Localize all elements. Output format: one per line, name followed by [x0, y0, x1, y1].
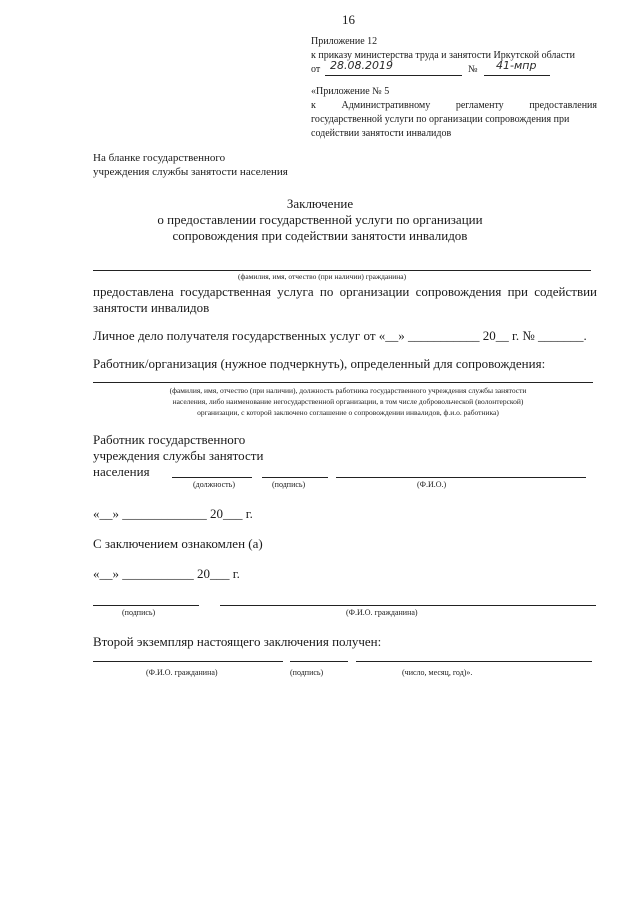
worker-line [93, 382, 593, 383]
caption-citizen-signature: (подпись) [122, 608, 156, 617]
appendix-from-label: от [311, 64, 321, 75]
fio-line [336, 477, 586, 478]
caption-final-date: (число, месяц, год)». [402, 668, 473, 677]
second-copy-label: Второй экземпляр настоящего заключения получен: [93, 634, 382, 649]
appendix-number-label: № [468, 64, 478, 75]
appendix5-line1: «Приложение № 5 [311, 86, 390, 97]
appendix5-word: регламенту [455, 100, 504, 111]
appendix5-line4: содействии занятости инвалидов [311, 128, 452, 139]
service-text-line1: предоставлена государственная услуга по организации сопровождения при содействии [93, 284, 597, 299]
caption-final-signature: (подпись) [290, 668, 324, 677]
citizen-signature-line [93, 605, 199, 606]
employee-line1: Работник государственного [93, 432, 246, 447]
blank-line2: учреждения службы занятости населения [93, 166, 288, 178]
final-date-line [356, 661, 592, 662]
citizen-caption: (фамилия, имя, отчество (при наличии) гражданина) [238, 272, 407, 281]
appendix-line2: к приказу министерства труда и занятости Иркутской области [311, 50, 576, 61]
position-line [172, 477, 252, 478]
appendix5-line3: государственной услуги по организации сопровождения при [311, 114, 570, 125]
worker-caption-line2: населения, либо наименование негосударственной организации, в том числе добровольческой (волонтерской) [172, 397, 524, 406]
appendix5-word: предоставления [529, 100, 597, 111]
service-text-line2: занятости инвалидов [93, 300, 210, 315]
appendix-number-line [484, 75, 550, 76]
caption-signature: (подпись) [272, 480, 306, 489]
signature-line [262, 477, 328, 478]
appendix-number-handwritten: 41-мпр [496, 59, 537, 72]
blank-line1: На бланке государственного [93, 152, 226, 164]
caption-fio: (Ф.И.О.) [417, 480, 447, 489]
final-signature-line [290, 661, 348, 662]
caption-citizen-fio: (Ф.И.О. гражданина) [346, 608, 418, 617]
caption-final-fio: (Ф.И.О. гражданина) [146, 668, 218, 677]
appendix5-line2 [311, 100, 597, 111]
title-line2: о предоставлении государственной услуги по организации [157, 212, 483, 227]
worker-caption-line3: организации, с которой заключено соглашение о сопровождении инвалидов, ф.и.о. работника) [197, 408, 499, 417]
appendix-line1: Приложение 12 [311, 36, 378, 47]
page-number: 16 [342, 12, 355, 27]
final-fio-line [93, 661, 283, 662]
caption-position: (должность) [193, 480, 235, 489]
citizen-fio-line [220, 605, 596, 606]
acquainted-label: С заключением ознакомлен (а) [93, 536, 263, 551]
appendix-date-line [325, 75, 462, 76]
appendix5-word: к [311, 100, 316, 111]
worker-org-label: Работник/организация (нужное подчеркнуть), определенный для сопровождения: [93, 356, 546, 371]
personal-file-line: Личное дело получателя государственных услуг от «__» ___________ 20__ г. № _______. [93, 328, 587, 343]
worker-caption-line1: (фамилия, имя, отчество (при наличии), должность работника государственного учреждения службы занятости [169, 386, 527, 395]
appendix5-word: Административному [341, 100, 431, 111]
date2-line: «__» ___________ 20___ г. [93, 566, 240, 581]
citizen-name-line [93, 270, 591, 271]
appendix-date-handwritten: 28.08.2019 [330, 59, 393, 72]
employee-line3: населения [93, 464, 150, 479]
date1-line: «__» _____________ 20___ г. [93, 506, 253, 521]
title-line1: Заключение [286, 196, 354, 211]
title-line3: сопровождения при содействии занятости инвалидов [172, 228, 468, 243]
employee-line2: учреждения службы занятости [93, 448, 264, 463]
